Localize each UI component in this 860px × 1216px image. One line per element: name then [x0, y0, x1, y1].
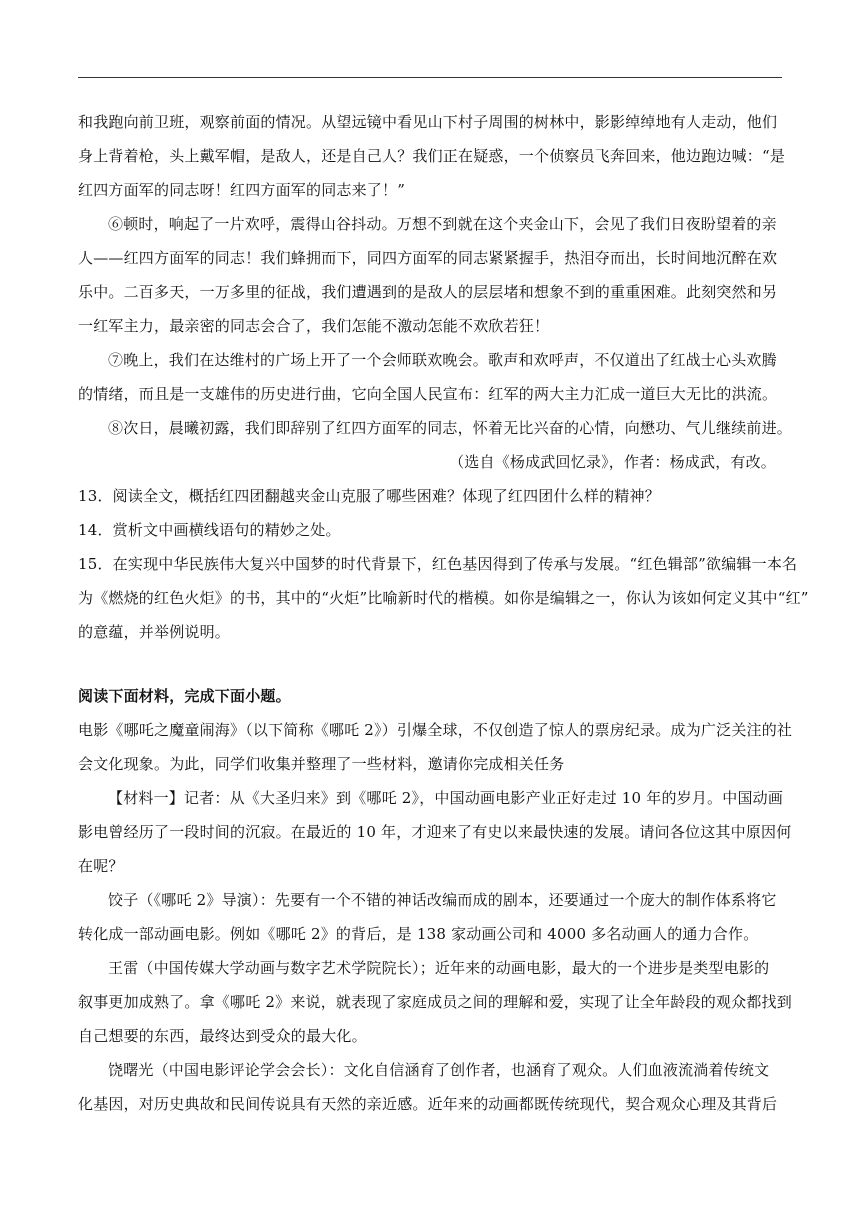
material-line: 自己想要的东西，最终达到受众的最大化。: [78, 1027, 367, 1045]
question-15-cont: 的意蕴，并举例说明。: [78, 623, 231, 641]
passage-line: 的情绪，而且是一支雄伟的历史进行曲，它向全国人民宣布：红军的两大主力汇成一道巨大无比的洪流。: [78, 385, 778, 403]
passage-line: 一红军主力，最亲密的同志会合了，我们怎能不激动怎能不欢欣若狂！: [78, 317, 550, 335]
jiaozi-quote: 饺子（《哪吒 2》导演）：先要有一个不错的神话改编而成的剧本，还要通过一个庞大的制作体系将它: [108, 891, 777, 909]
source-citation: （选自《杨成武回忆录》，作者：杨成武，有改。: [449, 453, 776, 471]
material-line: 影电曾经历了一段时间的沉寂。在最近的 10 年，才迎来了有史以来最快速的发展。请问各位这其中原因何: [78, 823, 792, 841]
question-13: 13．阅读全文，概括红四团翻越夹金山克服了哪些困难？体现了红四团什么样的精神？: [78, 487, 660, 505]
section-instruction: 阅读下面材料，完成下面小题。: [78, 687, 291, 705]
question-14: 14．赏析文中画横线语句的精妙之处。: [78, 521, 341, 539]
material-one: 【材料一】记者：从《大圣归来》到《哪吒 2》，中国动画电影产业正好走过 10 年的岁月。中国动画: [108, 789, 784, 807]
question-15: 15．在实现中华民族伟大复兴中国梦的时代背景下，红色基因得到了传承与发展。“红色辑部”欲编辑一本名: [78, 555, 798, 573]
passage-line: 人——红四方面军的同志！我们蜂拥而下，同四方面军的同志紧紧握手，热泪夺而出，长时间地沉醉在欢: [78, 249, 778, 267]
paragraph-8: ⑧次日，晨曦初露，我们即辞别了红四方面军的同志，怀着无比兴奋的心情，向懋功、气儿继续前进。: [108, 419, 793, 437]
passage-line: 乐中。二百多天，一万多里的征战，我们遭遇到的是敌人的层层堵和想象不到的重重困难。此刻突然和另: [78, 283, 778, 301]
paragraph-7: ⑦晚上，我们在达维村的广场上开了一个会师联欢晚会。歌声和欢呼声，不仅道出了红战士心头欢腾: [108, 351, 777, 369]
material-line: 化基因，对历史典故和民间传说具有天然的亲近感。近年来的动画都既传统现代，契合观众心理及其背后: [78, 1095, 778, 1113]
question-15-cont: 为《燃烧的红色火炬》的书，其中的“火炬”比喻新时代的楷模。如你是编辑之一，你认为该如何定义其中“红”: [78, 589, 809, 607]
passage-line: 红四方面军的同志呀！红四方面军的同志来了！”: [78, 181, 406, 199]
paragraph-6: ⑥顿时，响起了一片欢呼，震得山谷抖动。万想不到就在这个夹金山下，会见了我们日夜盼望着的亲: [108, 215, 777, 233]
material-line: 叙事更加成熟了。拿《哪吒 2》来说，就表现了家庭成员之间的理解和爱，实现了让全年龄段的观众都找到: [78, 993, 792, 1011]
material-line: 转化成一部动画电影。例如《哪吒 2》的背后，是 138 家动画公司和 4000 多名动画人的通力合作。: [78, 925, 759, 943]
raoshuguang-quote: 饶曙光（中国电影评论学会会长）：文化自信涵育了创作者，也涵育了观众。人们血液流淌着传统文: [108, 1061, 770, 1079]
wanglei-quote: 王雷（中国传媒大学动画与数字艺术学院院长）；近年来的动画电影，最大的一个进步是类型电影的: [108, 959, 770, 977]
intro-line: 会文化现象。为此，同学们收集并整理了一些材料，邀请你完成相关任务: [78, 755, 565, 773]
header-rule: [78, 77, 782, 78]
passage-line: 和我跑向前卫班，观察前面的情况。从望远镜中看见山下村子周围的树林中，影影绰绰地有人走动，他们: [78, 113, 778, 131]
intro-line: 电影《哪吒之魔童闹海》（以下简称《哪吒 2》）引爆全球，不仅创造了惊人的票房纪录。成为广泛关注的社: [78, 721, 793, 739]
material-line: 在呢？: [78, 857, 124, 875]
passage-line: 身上背着枪，头上戴军帽，是敌人，还是自己人？我们正在疑惑，一个侦察员飞奔回来，他边跑边喊：“是: [78, 147, 786, 165]
